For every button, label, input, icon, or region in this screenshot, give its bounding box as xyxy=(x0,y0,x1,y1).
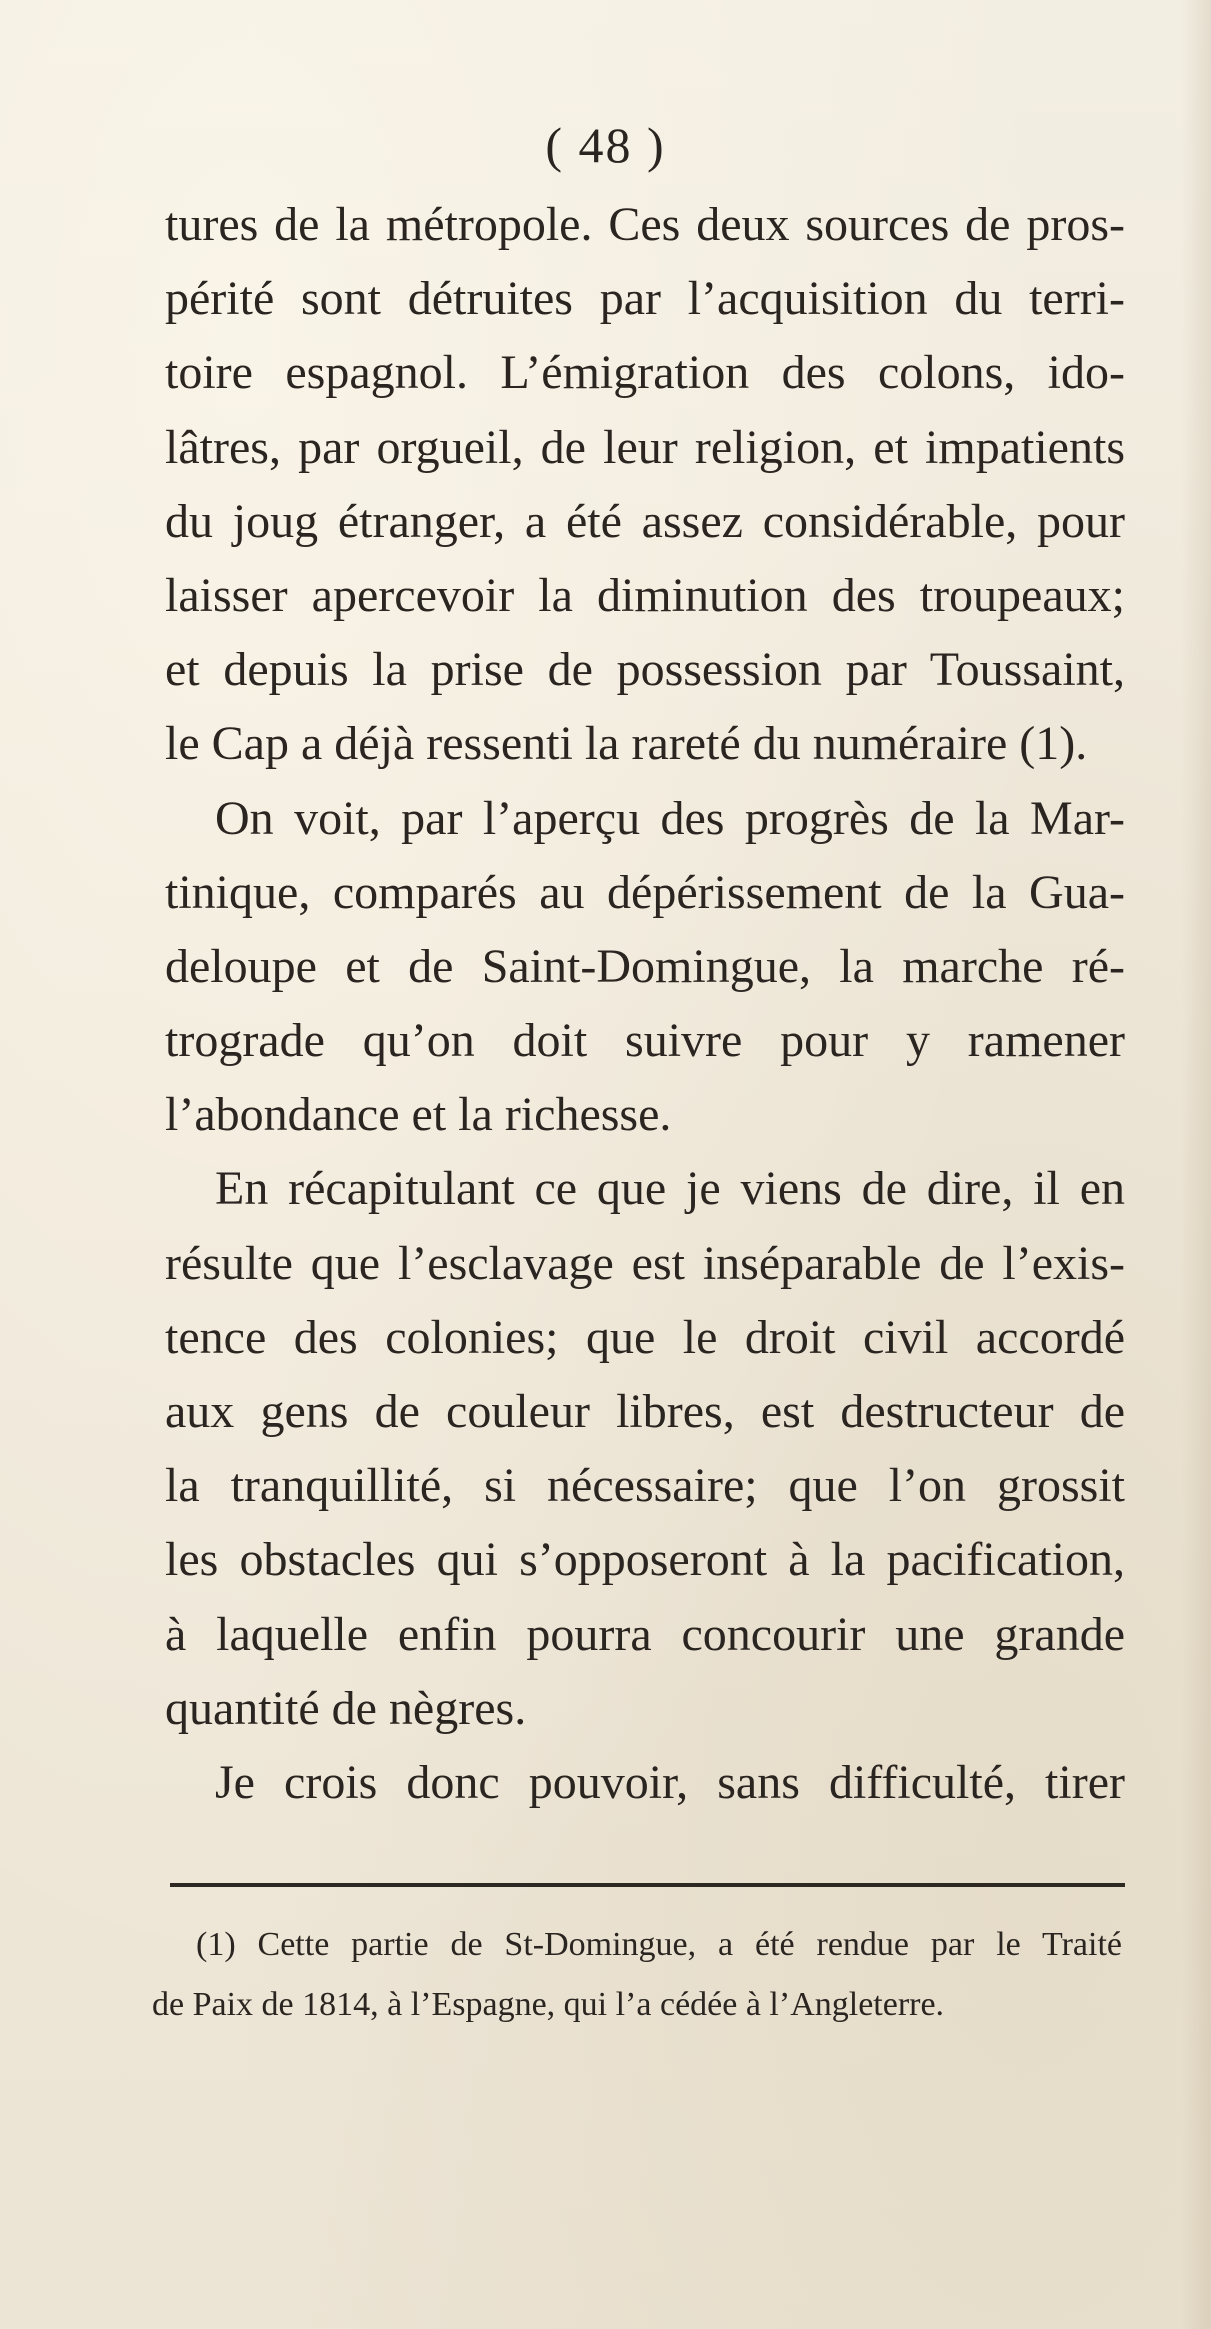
text-line: la tranquillité, si nécessaire; que l’on grossit xyxy=(165,1459,1125,1513)
text-line: à laquelle enfin pourra concourir une grande xyxy=(165,1607,1125,1661)
paragraph-start-line: On voit, par l’aperçu des progrès de la Mar- xyxy=(215,791,1125,845)
text-line: laisser apercevoir la diminution des troupeaux; xyxy=(165,568,1125,622)
text-line: résulte que l’esclavage est inséparable de l’exis- xyxy=(165,1236,1125,1290)
page-edge-shadow xyxy=(1181,0,1211,2329)
footnote-line: de Paix de 1814, à l’Espagne, qui l’a cédée à l’Angleterre. xyxy=(152,1986,945,2023)
body-text xyxy=(165,188,1125,1820)
page-number: ( 48 ) xyxy=(545,117,666,173)
footnote-separator xyxy=(170,1883,1125,1887)
text-line: les obstacles qui s’opposeront à la pacification, xyxy=(165,1533,1125,1587)
paragraph-start-line: Je crois donc pouvoir, sans difficulté, tirer xyxy=(215,1755,1125,1809)
text-line: et depuis la prise de possession par Toussaint, xyxy=(165,643,1125,697)
text-line: tence des colonies; que le droit civil accordé xyxy=(165,1310,1125,1364)
text-line: toire espagnol. L’émigration des colons, ido- xyxy=(165,346,1125,400)
text-line: lâtres, par orgueil, de leur religion, et impatients xyxy=(165,420,1125,474)
paragraph-start-line: En récapitulant ce que je viens de dire, il en xyxy=(215,1162,1125,1216)
text-line: tures de la métropole. Ces deux sources de pros- xyxy=(165,198,1125,251)
footnote xyxy=(152,1915,1122,2035)
text-line: le Cap a déjà ressenti la rareté du numéraire (1). xyxy=(165,717,1088,771)
text-line: périté sont détruites par l’acquisition du terri- xyxy=(165,272,1125,326)
text-line: quantité de nègres. xyxy=(165,1681,527,1735)
text-line: trograde qu’on doit suivre pour y ramener xyxy=(165,1014,1125,1068)
text-line: du joug étranger, a été assez considérable, pour xyxy=(165,494,1125,548)
text-line: tinique, comparés au dépérissement de la Gua- xyxy=(165,865,1125,919)
text-line: deloupe et de Saint-Domingue, la marche ré- xyxy=(165,939,1125,993)
text-line: l’abondance et la richesse. xyxy=(165,1088,672,1142)
text-line: aux gens de couleur libres, est destructeur de xyxy=(165,1385,1125,1438)
footnote-line: (1) Cette partie de St-Domingue, a été rendue par le Traité xyxy=(196,1926,1122,1963)
